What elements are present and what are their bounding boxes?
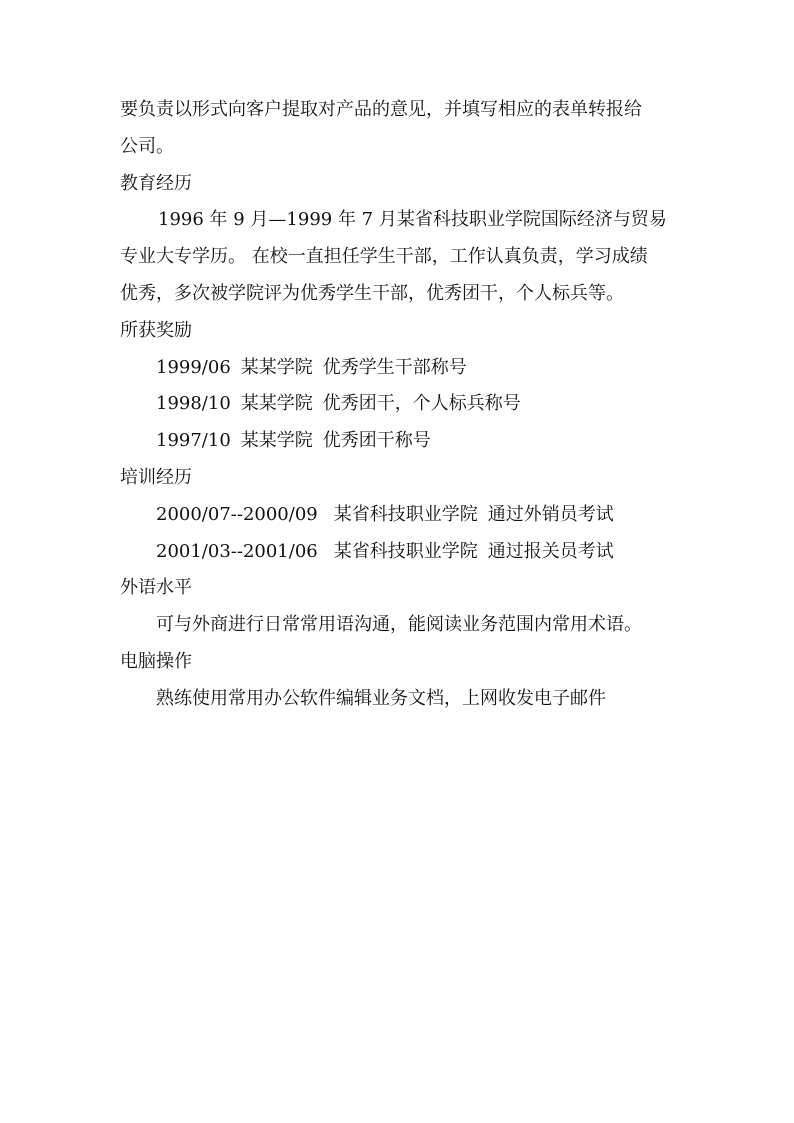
training-org: 某省科技职业学院	[333, 540, 478, 562]
language-heading: 外语水平	[120, 577, 192, 599]
training-detail: 通过报关员考试	[487, 540, 614, 562]
award-item	[120, 423, 676, 460]
award-date: 1997/10	[156, 430, 231, 452]
education-line-3: 优秀，多次被学院评为优秀学生干部，优秀团干，个人标兵等。	[120, 282, 624, 304]
training-period: 2000/07--2000/09	[156, 503, 318, 525]
award-detail: 优秀团干，个人标兵称号	[322, 393, 521, 415]
awards-heading: 所获奖励	[120, 319, 192, 341]
training-item	[120, 497, 676, 534]
intro-line-2: 公司。	[120, 135, 174, 157]
training-period: 2001/03--2001/06	[156, 540, 318, 562]
education-heading: 教育经历	[120, 172, 192, 194]
training-item	[120, 534, 676, 571]
award-date: 1999/06	[156, 356, 231, 378]
award-org: 某某学院	[240, 430, 313, 452]
education-line-1: 1996 年 9 月—1999 年 7 月某省科技职业学院国际经济与贸易	[158, 209, 667, 231]
education-line-2: 专业大专学历。 在校一直担任学生干部，工作认真负责，学习成绩	[120, 246, 648, 268]
training-heading: 培训经历	[120, 466, 192, 488]
award-item	[120, 386, 676, 423]
computer-heading: 电脑操作	[120, 650, 192, 672]
award-item	[120, 350, 676, 387]
award-date: 1998/10	[156, 393, 231, 415]
training-detail: 通过外销员考试	[487, 503, 614, 525]
award-org: 某某学院	[240, 356, 313, 378]
award-detail: 优秀学生干部称号	[322, 356, 467, 378]
training-org: 某省科技职业学院	[333, 503, 478, 525]
award-detail: 优秀团干称号	[322, 430, 431, 452]
language-text: 可与外商进行日常常用语沟通，能阅读业务范围内常用术语。	[156, 614, 642, 636]
document-content	[120, 92, 676, 718]
award-org: 某某学院	[240, 393, 313, 415]
computer-text: 熟练使用常用办公软件编辑业务文档，上网收发电子邮件	[156, 687, 606, 709]
intro-line-1: 要负责以形式向客户提取对产品的意见，并填写相应的表单转报给	[120, 99, 642, 120]
